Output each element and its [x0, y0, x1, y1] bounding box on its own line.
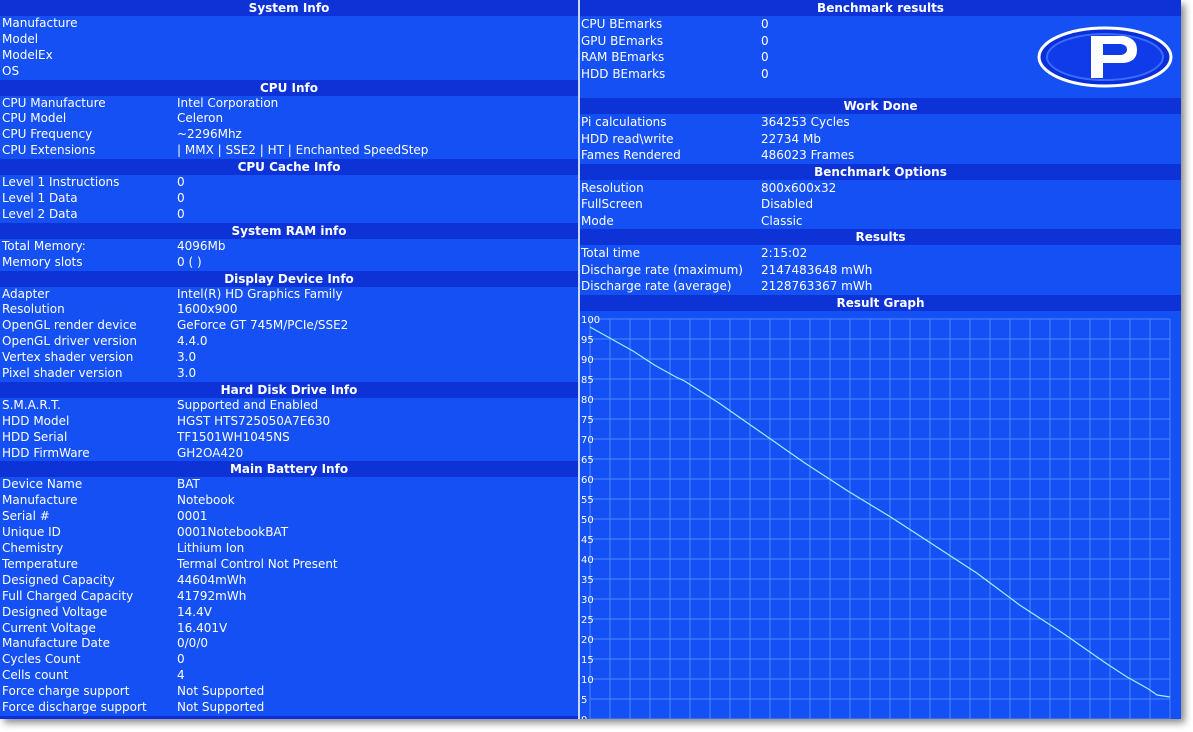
row-value: 0	[761, 33, 769, 48]
benchmark-options-header: Benchmark Options	[580, 164, 1181, 180]
row-value: GH2OA420	[177, 445, 244, 460]
result-graph-header: Result Graph	[580, 295, 1181, 311]
y-tick-label: 10	[581, 674, 594, 686]
y-tick-label: 20	[581, 634, 594, 646]
row-value: TF1501WH1045NS	[177, 429, 290, 444]
row-label: ModelEx	[2, 47, 53, 62]
y-tick-label: 45	[581, 534, 594, 546]
info-row-force-discharge-support	[0, 700, 578, 716]
result-graph-section	[580, 295, 1181, 730]
row-value	[177, 16, 578, 32]
row-label: HDD read\write	[581, 131, 674, 146]
row-label: FullScreen	[581, 197, 643, 211]
results-section	[580, 229, 1181, 295]
system-info-section	[0, 0, 578, 80]
row-label: Cells count	[2, 668, 69, 683]
row-label: OpenGL driver version	[2, 334, 137, 349]
row-value: Supported and Enabled	[177, 397, 319, 412]
info-row-memory-slots	[0, 255, 578, 271]
row-label: Temperature	[2, 556, 79, 571]
info-row-cycles-count	[0, 652, 578, 668]
info-row-serial	[0, 509, 578, 525]
row-label: Pixel shader version	[2, 366, 123, 381]
row-label: Discharge rate (maximum)	[581, 262, 743, 277]
y-tick-label: 70	[581, 434, 594, 446]
work-done-section	[580, 98, 1181, 164]
cpu-info-section	[0, 80, 578, 160]
row-label: Level 1 Instructions	[2, 175, 120, 190]
row-label: Resolution	[581, 180, 644, 195]
row-value: 41792mWh	[177, 588, 247, 603]
row-value: 2147483648 mWh	[761, 262, 873, 277]
row-label: CPU Manufacture	[2, 95, 106, 110]
row-value: Celeron	[177, 111, 224, 126]
cpu-info-header: CPU Info	[0, 80, 578, 96]
y-tick-label: 35	[581, 574, 594, 586]
info-row-cpu-model	[0, 111, 578, 127]
row-value	[177, 48, 578, 64]
info-row-temperature	[0, 557, 578, 573]
info-row-force-charge-support	[0, 684, 578, 700]
row-value: 3.0	[177, 366, 197, 381]
info-row-level-1-instructions	[0, 175, 578, 191]
info-row-cells-count	[0, 668, 578, 684]
row-value: 14.4V	[177, 604, 212, 619]
row-label: Mode	[581, 213, 614, 228]
info-row-level-1-data	[0, 191, 578, 207]
info-row-opengl-driver-version	[0, 334, 578, 350]
info-row-model	[0, 32, 578, 48]
row-label: Resolution	[2, 302, 65, 317]
row-value: 0001NotebookBAT	[177, 525, 289, 540]
row-value: 4.4.0	[177, 334, 208, 349]
row-value: HGST HTS725050A7E630	[177, 413, 331, 428]
info-row-cpu-extensions	[0, 143, 578, 159]
row-label: Full Charged Capacity	[2, 588, 134, 603]
info-row-s-m-a-r-t	[0, 398, 578, 414]
display-device-info-header: Display Device Info	[0, 271, 578, 287]
display-device-info-section	[0, 271, 578, 382]
row-value: ~2296Mhz	[177, 127, 242, 142]
info-row-vertex-shader-version	[0, 350, 578, 366]
y-tick-label: 25	[581, 614, 594, 626]
benchmark-results-header: Benchmark results	[580, 0, 1181, 16]
system-ram-info-header: System RAM info	[0, 223, 578, 239]
row-value: Not Supported	[177, 699, 265, 714]
row-label: Total time	[581, 246, 640, 260]
row-value: 0 ( )	[177, 254, 202, 269]
benchmark-results-section	[580, 0, 1181, 98]
info-row-discharge-rate-average	[580, 278, 1181, 295]
row-value: 0	[761, 17, 769, 31]
cpu-cache-info-header: CPU Cache Info	[0, 159, 578, 175]
row-value: Disabled	[761, 197, 814, 211]
row-value: 44604mWh	[177, 572, 247, 587]
info-row-os	[0, 64, 578, 80]
info-row-hdd-firmware	[0, 446, 578, 462]
row-label: Pi calculations	[581, 115, 667, 129]
row-label: Device Name	[2, 477, 83, 492]
row-value	[177, 32, 578, 48]
row-value: 800x600x32	[761, 180, 837, 195]
row-value: 364253 Cycles	[761, 115, 850, 129]
row-value: 0	[761, 66, 769, 81]
info-row-manufacture	[0, 493, 578, 509]
row-value: Intel(R) HD Graphics Family	[177, 286, 343, 301]
row-value: GeForce GT 745M/PCIe/SSE2	[177, 318, 349, 333]
y-tick-label: 85	[581, 374, 594, 386]
benchmark-options-section	[580, 164, 1181, 230]
info-row-current-voltage	[0, 621, 578, 637]
row-label: Memory slots	[2, 254, 83, 269]
result-graph	[580, 311, 1181, 730]
info-row-fames-rendered	[580, 147, 1181, 164]
info-row-resolution	[580, 180, 1181, 197]
row-value: 22734 Mb	[761, 131, 821, 146]
row-label: CPU Frequency	[2, 127, 93, 142]
x-axis-end-label: 135min	[1132, 718, 1170, 730]
row-label: OS	[2, 63, 20, 78]
row-label: Force discharge support	[2, 699, 147, 714]
info-row-designed-capacity	[0, 573, 578, 589]
row-label: Level 1 Data	[2, 191, 78, 206]
row-label: Total Memory:	[2, 238, 86, 253]
row-label: Serial #	[2, 509, 50, 524]
hard-disk-drive-info-section	[0, 382, 578, 462]
row-label: CPU Extensions	[2, 143, 96, 158]
y-tick-label: 95	[581, 334, 594, 346]
y-tick-label: 0	[581, 714, 588, 726]
info-row-resolution	[0, 302, 578, 318]
row-label: Fames Rendered	[581, 148, 681, 162]
row-value: Not Supported	[177, 684, 265, 699]
info-row-hdd-read-write	[580, 131, 1181, 148]
info-row-hdd-model	[0, 414, 578, 430]
row-value: 0	[177, 206, 185, 221]
row-value: 0/0/0	[177, 636, 208, 651]
info-row-discharge-rate-maximum	[580, 262, 1181, 279]
info-row-total-memory	[0, 239, 578, 255]
row-value: 16.401V	[177, 620, 228, 635]
main-battery-info-header: Main Battery Info	[0, 461, 578, 477]
y-tick-label: 40	[581, 554, 594, 566]
row-value: | MMX | SSE2 | HT | Enchanted SpeedStep	[177, 143, 429, 158]
row-value: Notebook	[177, 493, 235, 508]
row-label: Discharge rate (average)	[581, 279, 732, 293]
row-label: Cycles Count	[2, 652, 81, 667]
row-value: 0001	[177, 509, 208, 524]
row-value: BAT	[177, 477, 200, 492]
row-value: 2128763367 mWh	[761, 279, 873, 293]
row-label: Designed Capacity	[2, 572, 115, 587]
row-value: Lithium Ion	[177, 541, 245, 556]
y-tick-label: 80	[581, 394, 594, 406]
info-row-chemistry	[0, 541, 578, 557]
hard-disk-drive-info-header: Hard Disk Drive Info	[0, 382, 578, 398]
row-label: Chemistry	[2, 541, 64, 556]
row-value: Termal Control Not Present	[177, 556, 338, 571]
battery-discharge-line	[590, 327, 1170, 697]
y-tick-label: 30	[581, 594, 594, 606]
main-battery-info-section	[0, 461, 578, 715]
y-tick-label: 55	[581, 494, 594, 506]
battery-eater-logo-icon	[1037, 26, 1173, 88]
benchmark-results-rows	[580, 16, 1181, 98]
system-ram-info-section	[0, 223, 578, 271]
info-row-full-charged-capacity	[0, 589, 578, 605]
y-tick-label: 50	[581, 514, 594, 526]
row-label: RAM BEmarks	[581, 50, 665, 64]
row-label: Current Voltage	[2, 620, 96, 635]
row-label: CPU BEmarks	[581, 17, 663, 31]
y-tick-label: 60	[581, 474, 594, 486]
row-label: Force charge support	[2, 684, 130, 699]
row-value: 1600x900	[177, 302, 238, 317]
row-label: HDD FirmWare	[2, 445, 90, 460]
row-value: Intel Corporation	[177, 95, 279, 110]
info-row-designed-voltage	[0, 605, 578, 621]
row-label: CPU Model	[2, 111, 67, 126]
y-tick-label: 65	[581, 454, 594, 466]
row-label: Adapter	[2, 286, 50, 301]
row-label: GPU BEmarks	[581, 33, 664, 48]
y-tick-label: 5	[581, 694, 588, 706]
row-label: Manufacture Date	[2, 636, 110, 651]
info-row-opengl-render-device	[0, 318, 578, 334]
row-value	[177, 64, 578, 80]
info-row-hdd-serial	[0, 430, 578, 446]
row-label: Manufacture	[2, 16, 78, 30]
row-value: 4096Mb	[177, 238, 226, 253]
info-row-pi-calculations	[580, 114, 1181, 131]
result-graph-svg	[580, 311, 1181, 730]
info-row-manufacture	[0, 16, 578, 32]
info-row-unique-id	[0, 525, 578, 541]
row-label: S.M.A.R.T.	[2, 397, 61, 412]
info-row-pixel-shader-version	[0, 366, 578, 382]
work-done-header: Work Done	[580, 98, 1181, 114]
cpu-cache-info-section	[0, 159, 578, 223]
info-row-cpu-frequency	[0, 127, 578, 143]
y-tick-label: 90	[581, 354, 594, 366]
y-tick-label: 100	[581, 314, 601, 326]
row-value: 4	[177, 668, 185, 683]
row-label: Unique ID	[2, 525, 61, 540]
row-value: 0	[177, 191, 185, 206]
info-row-cpu-manufacture	[0, 96, 578, 112]
row-value: 0	[177, 652, 185, 667]
row-value: 486023 Frames	[761, 148, 855, 162]
info-row-modelex	[0, 48, 578, 64]
row-label: HDD BEmarks	[581, 66, 666, 81]
benchmark-column	[580, 0, 1181, 730]
row-label: HDD Model	[2, 413, 70, 428]
row-label: OpenGL render device	[2, 318, 137, 333]
info-row-device-name	[0, 477, 578, 493]
row-label: Designed Voltage	[2, 604, 108, 619]
row-label: Manufacture	[2, 493, 78, 508]
y-tick-label: 75	[581, 414, 594, 426]
info-row-manufacture-date	[0, 636, 578, 652]
results-header: Results	[580, 229, 1181, 245]
info-row-level-2-data	[0, 207, 578, 223]
info-row-adapter	[0, 287, 578, 303]
row-value: 0	[177, 175, 185, 190]
system-info-header: System Info	[0, 0, 578, 16]
row-label: Level 2 Data	[2, 206, 78, 221]
row-label: Vertex shader version	[2, 350, 134, 365]
y-tick-label: 15	[581, 654, 594, 666]
row-value: Classic	[761, 213, 803, 228]
info-row-total-time	[580, 245, 1181, 262]
row-label: HDD Serial	[2, 429, 68, 444]
info-row-fullscreen	[580, 196, 1181, 213]
row-value: 0	[761, 50, 769, 64]
info-row-mode	[580, 213, 1181, 230]
row-value: 3.0	[177, 350, 197, 365]
row-label: Model	[2, 31, 39, 46]
row-value: 2:15:02	[761, 246, 808, 260]
system-info-column	[0, 0, 578, 716]
